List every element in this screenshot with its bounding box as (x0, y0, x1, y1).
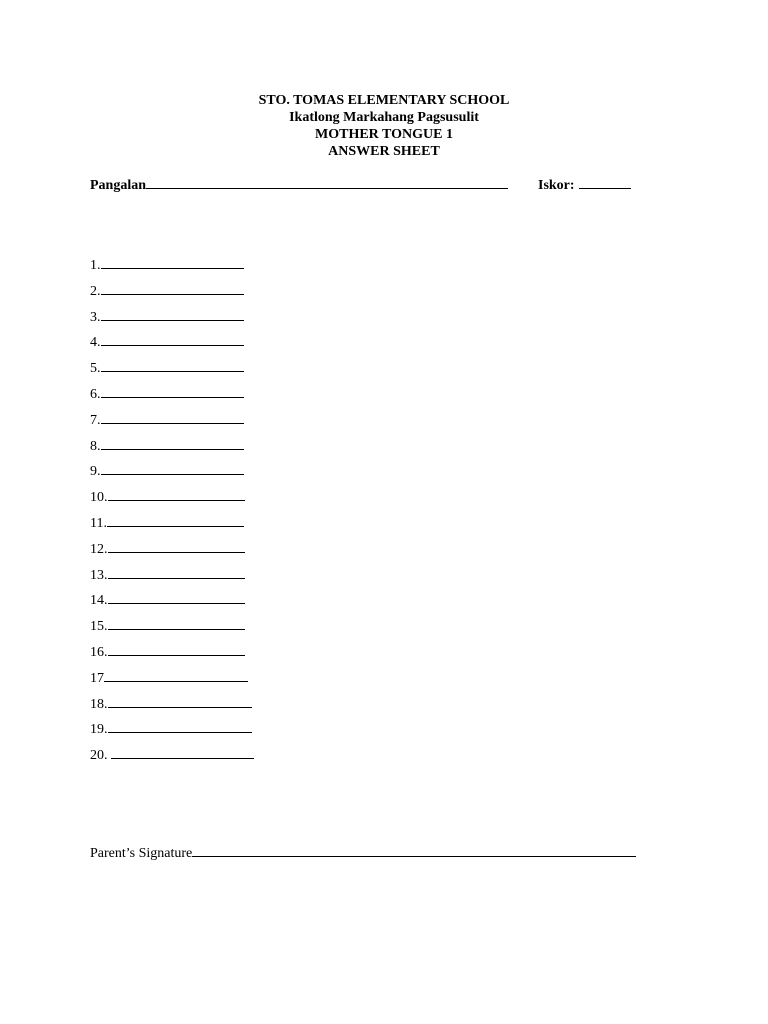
answer-blank-line[interactable] (101, 436, 244, 450)
score-label: Iskor: (538, 178, 575, 193)
answer-item (90, 436, 254, 462)
answer-blank-line[interactable] (104, 668, 248, 682)
answer-item (90, 642, 254, 668)
answer-number: 14. (90, 593, 108, 609)
answer-number: 13. (90, 567, 108, 583)
answer-blank-line[interactable] (111, 745, 254, 759)
signature-field-row (90, 843, 636, 863)
answer-number: 6. (90, 386, 101, 402)
answer-blank-line[interactable] (101, 410, 244, 424)
answer-number: 9. (90, 464, 101, 480)
document-header (0, 92, 768, 160)
answer-item (90, 565, 254, 591)
answer-item (90, 590, 254, 616)
answer-blank-line[interactable] (108, 642, 245, 656)
answer-blank-line[interactable] (101, 358, 244, 372)
answer-blank-line[interactable] (108, 616, 245, 630)
answer-item (90, 410, 254, 436)
answer-blank-line[interactable] (101, 307, 244, 321)
answer-blank-line[interactable] (101, 461, 244, 475)
answer-item (90, 745, 254, 771)
answer-item (90, 487, 254, 513)
answer-number: 10. (90, 490, 108, 506)
answer-blank-line[interactable] (107, 513, 244, 527)
name-label: Pangalan (90, 178, 147, 193)
score-blank-line[interactable] (579, 175, 631, 189)
name-blank-line[interactable] (146, 175, 508, 189)
answer-blank-line[interactable] (108, 719, 252, 733)
answer-number: 1. (90, 258, 101, 273)
answer-number: 7. (90, 412, 101, 428)
answer-blank-line[interactable] (108, 539, 245, 553)
answer-number: 20. (90, 748, 111, 764)
answer-number: 11. (90, 515, 107, 531)
answer-item (90, 719, 254, 745)
answer-item (90, 384, 254, 410)
answer-blank-line[interactable] (108, 590, 245, 604)
school-name: STO. TOMAS ELEMENTARY SCHOOL (258, 93, 510, 108)
answer-item (90, 668, 254, 694)
answer-number: 18. (90, 696, 108, 712)
answer-number: 17 (90, 670, 104, 686)
answer-blank-line[interactable] (101, 255, 244, 269)
answer-number: 5. (90, 361, 101, 377)
signature-blank-line[interactable] (192, 843, 636, 857)
subject-title: MOTHER TONGUE 1 (315, 127, 453, 142)
name-field-row (90, 175, 508, 195)
answer-item (90, 255, 254, 281)
answer-blank-line[interactable] (108, 487, 245, 501)
answer-blank-line[interactable] (108, 565, 245, 579)
answer-number: 2. (90, 283, 101, 299)
signature-label: Parent’s Signature (90, 846, 193, 861)
answer-item (90, 513, 254, 539)
exam-title: Ikatlong Markahang Pagsusulit (289, 110, 479, 125)
answer-item (90, 307, 254, 333)
answer-number: 19. (90, 722, 108, 738)
answer-item (90, 694, 254, 720)
answer-list (90, 255, 254, 771)
answer-item (90, 461, 254, 487)
answer-number: 4. (90, 335, 101, 351)
answer-item (90, 332, 254, 358)
answer-item (90, 358, 254, 384)
answer-blank-line[interactable] (108, 694, 252, 708)
answer-item (90, 281, 254, 307)
answer-number: 15. (90, 619, 108, 635)
sheet-title: ANSWER SHEET (328, 144, 440, 159)
answer-number: 16. (90, 644, 108, 660)
answer-blank-line[interactable] (101, 384, 244, 398)
answer-number: 12. (90, 541, 108, 557)
answer-blank-line[interactable] (101, 281, 244, 295)
answer-item (90, 539, 254, 565)
score-field-row (538, 175, 631, 195)
answer-number: 3. (90, 309, 101, 325)
answer-number: 8. (90, 438, 101, 454)
answer-item (90, 616, 254, 642)
answer-blank-line[interactable] (101, 332, 244, 346)
